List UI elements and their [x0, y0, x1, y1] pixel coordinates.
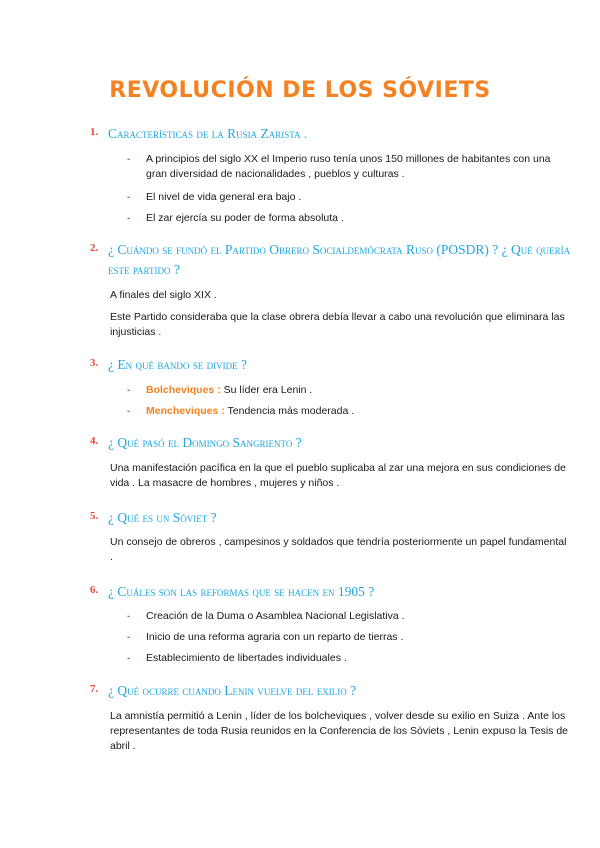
question-number: 4. — [90, 435, 99, 447]
answer-paragraph: Este Partido consideraba que la clase obrera debía llevar a cabo una revolución que eliminara las injusticias . — [110, 311, 565, 338]
dash-bullet-icon: - — [127, 213, 131, 224]
dash-bullet-icon: - — [127, 385, 131, 396]
answer-paragraph: A finales del siglo XIX . — [110, 289, 217, 301]
dash-bullet-icon: - — [127, 611, 131, 622]
dash-bullet-icon: - — [127, 632, 131, 643]
question-number: 2. — [90, 242, 99, 254]
list-item-text: A principios del siglo XX el Imperio ruso tenía unos 150 millones de habitantes con una gran diversidad de nacionalidades , pueblos y culturas . — [146, 153, 551, 180]
dash-bullet-icon: - — [127, 653, 131, 664]
answer-paragraph: Una manifestación pacífica en la que el pueblo suplicaba al zar una mejora en sus condiciones de vida . La masacre de hombres , mujeres y niños . — [110, 462, 566, 489]
term-description: Tendencia más moderada . — [224, 405, 355, 417]
question-number: 5. — [90, 510, 99, 522]
question-heading: ¿ En qué bando se divide ? — [108, 357, 247, 372]
question-number: 1. — [90, 126, 99, 138]
question-number: 7. — [90, 683, 99, 695]
term-bolcheviques: Bolcheviques : — [146, 384, 221, 396]
term-mencheviques: Mencheviques : — [146, 405, 225, 417]
list-item-text: El nivel de vida general era bajo . — [146, 191, 302, 203]
question-number: 6. — [90, 584, 99, 596]
answer-paragraph: Un consejo de obreros , campesinos y soldados que tendría posteriormente un papel fundamental . — [110, 536, 567, 563]
question-number: 3. — [90, 357, 99, 369]
question-heading: ¿ Cuáles son las reformas que se hacen en 1905 ? — [108, 584, 375, 599]
dash-bullet-icon: - — [127, 406, 131, 417]
question-heading: ¿ Cuándo se fundó el Partido Obrero Socialdemócrata Ruso (POSDR) ? ¿ Qué quería este partido ? — [108, 242, 571, 277]
list-item-text — [146, 404, 566, 419]
list-item-text: Inicio de una reforma agraria con un reparto de tierras . — [146, 631, 404, 643]
list-item-text: El zar ejercía su poder de forma absoluta . — [146, 212, 344, 224]
list-item-text: Creación de la Duma o Asamblea Nacional Legislativa . — [146, 610, 405, 622]
page-title: REVOLUCIÓN DE LOS SÓVIETS — [109, 78, 491, 103]
question-heading: Características de la Rusia Zarista . — [108, 126, 308, 141]
list-item-text: Establecimiento de libertades individuales . — [146, 652, 347, 664]
question-heading: ¿ Qué ocurre cuando Lenin vuelve del exilio ? — [108, 683, 357, 698]
dash-bullet-icon: - — [127, 154, 131, 165]
question-heading: ¿ Qué es un Sóviet ? — [108, 510, 217, 525]
list-item-text — [146, 383, 566, 398]
term-description: Su líder era Lenin . — [220, 384, 313, 396]
dash-bullet-icon: - — [127, 192, 131, 203]
answer-paragraph: La amnistía permitió a Lenin , líder de los bolcheviques , volver desde su exilio en Suiza . Ante los representantes de toda Rusia reunidos en la Conferencia de los Sóviets , Lenin expuso la Tesis de abril . — [110, 710, 569, 752]
question-heading: ¿ Qué pasó el Domingo Sangriento ? — [108, 435, 302, 450]
